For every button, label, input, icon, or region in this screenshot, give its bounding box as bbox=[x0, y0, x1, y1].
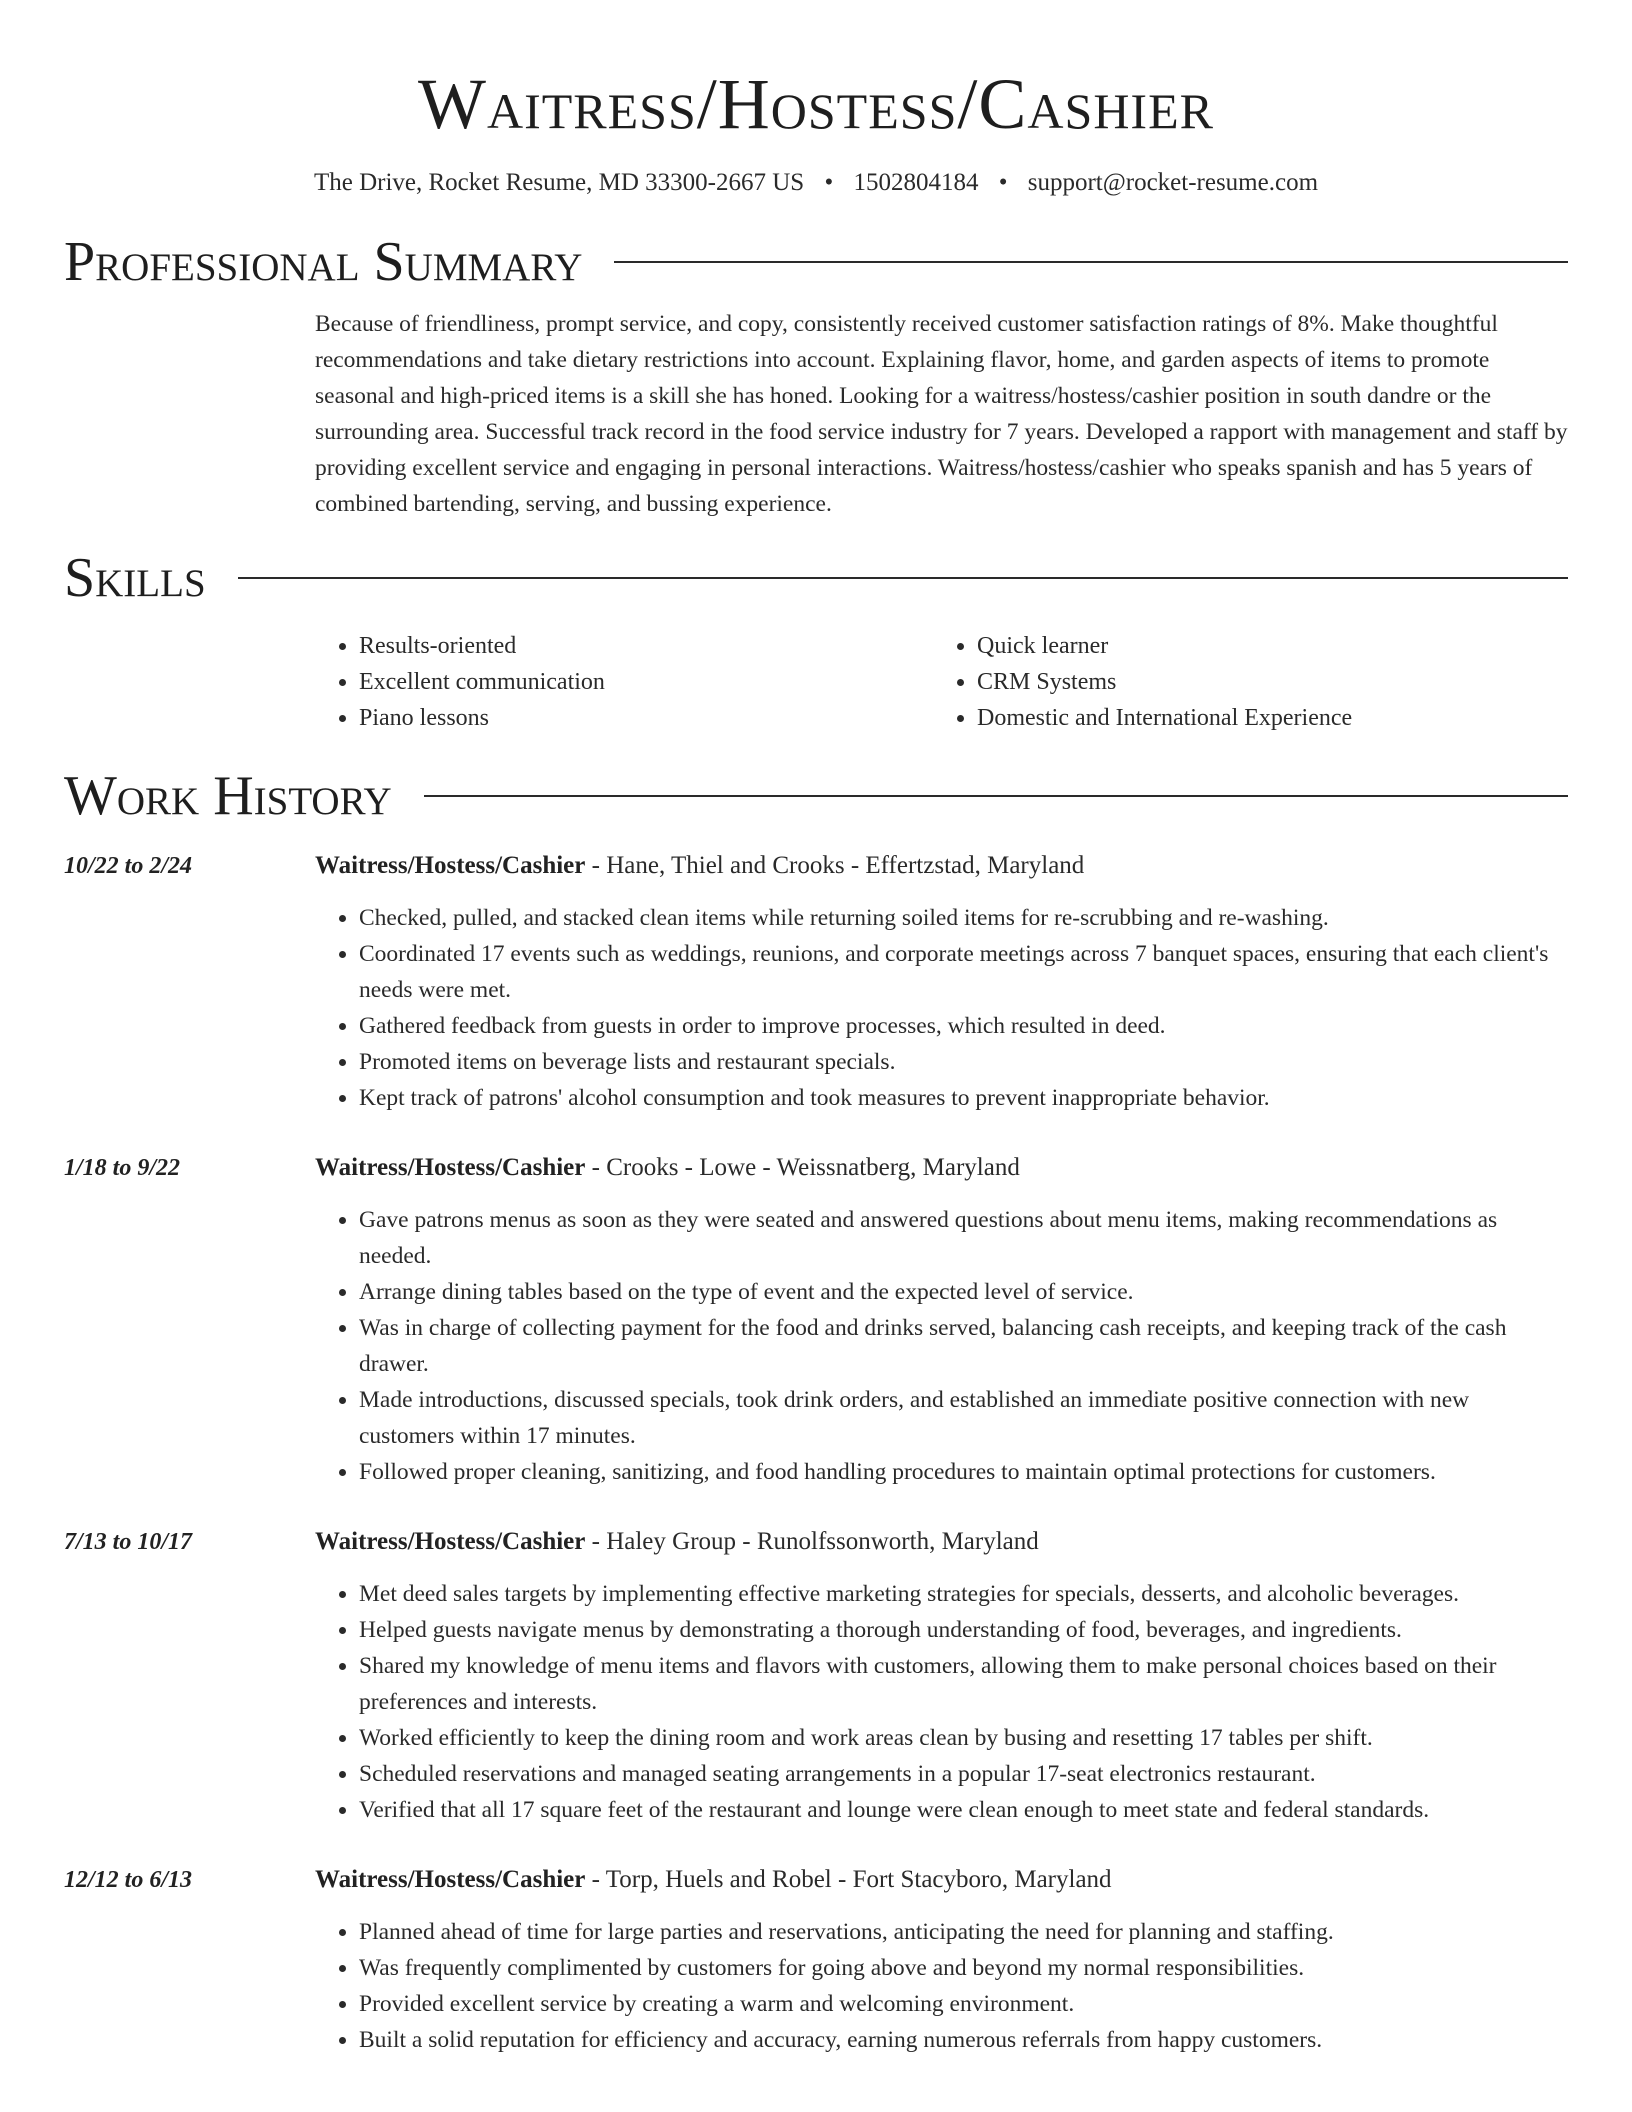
skills-list bbox=[315, 628, 1568, 736]
skill-item: • Excellent communication bbox=[359, 664, 933, 700]
skills-column-right bbox=[933, 628, 1551, 736]
job-details: - Crooks - Lowe - Weissnatberg, Maryland bbox=[585, 1154, 1020, 1181]
resume-title: Waitress/Hostess/Cashier bbox=[418, 64, 1214, 144]
skills-heading: Skills bbox=[64, 547, 206, 609]
job-bullet: • Kept track of patrons' alcohol consumption and took measures to prevent inappropriate behavior. bbox=[359, 1080, 1568, 1116]
summary-section-header bbox=[64, 230, 1568, 294]
email: support@rocket-resume.com bbox=[1027, 169, 1319, 196]
job-bullet: • Gathered feedback from guests in order to improve processes, which resulted in deed. bbox=[359, 1008, 1568, 1044]
skill-item: • Domestic and International Experience bbox=[977, 700, 1551, 736]
job-bullet: • Built a solid reputation for efficiency and accuracy, earning numerous referrals from happy customers. bbox=[359, 2022, 1568, 2058]
job-bullet: • Met deed sales targets by implementing effective marketing strategies for specials, desserts, and alcoholic beverages. bbox=[359, 1576, 1568, 1612]
job-bullet: • Made introductions, discussed specials, took drink orders, and established an immediate positive connection with new customers within 17 minutes. bbox=[359, 1382, 1568, 1454]
job-header bbox=[315, 848, 1568, 884]
job-entry bbox=[64, 1150, 1568, 1490]
job-bullet: • Worked efficiently to keep the dining room and work areas clean by busing and resetting 17 tables per shift. bbox=[359, 1720, 1568, 1756]
skill-item: • Quick learner bbox=[977, 628, 1551, 664]
job-bullet: • Checked, pulled, and stacked clean items while returning soiled items for re-scrubbing and re-washing. bbox=[359, 900, 1568, 936]
work-heading: Work History bbox=[64, 765, 392, 827]
job-title: Waitress/Hostess/Cashier bbox=[315, 1154, 586, 1181]
job-dates: 7/13 to 10/17 bbox=[64, 1529, 193, 1555]
job-bullets bbox=[315, 900, 1568, 1116]
job-title: Waitress/Hostess/Cashier bbox=[315, 852, 586, 879]
job-dates: 10/22 to 2/24 bbox=[64, 853, 193, 879]
job-bullet: • Verified that all 17 square feet of the restaurant and lounge were clean enough to meet state and federal standards. bbox=[359, 1792, 1568, 1828]
job-header bbox=[315, 1150, 1568, 1186]
job-bullet: • Followed proper cleaning, sanitizing, and food handling procedures to maintain optimal protections for customers. bbox=[359, 1454, 1568, 1490]
skill-item: • Results-oriented bbox=[359, 628, 933, 664]
job-title: Waitress/Hostess/Cashier bbox=[315, 1528, 586, 1555]
job-bullet: • Arrange dining tables based on the type of event and the expected level of service. bbox=[359, 1274, 1568, 1310]
section-divider bbox=[614, 261, 1568, 263]
job-bullet: • Was in charge of collecting payment for the food and drinks served, balancing cash receipts, and keeping track of the cash drawer. bbox=[359, 1310, 1568, 1382]
job-header bbox=[315, 1524, 1568, 1560]
job-bullets bbox=[315, 1576, 1568, 1828]
job-title: Waitress/Hostess/Cashier bbox=[315, 1866, 586, 1893]
bullet-separator: • bbox=[998, 169, 1008, 196]
job-details: - Hane, Thiel and Crooks - Effertzstad, Maryland bbox=[585, 852, 1085, 879]
job-entry bbox=[64, 1862, 1568, 2058]
skills-section-header bbox=[64, 546, 1568, 610]
section-divider bbox=[238, 577, 1568, 579]
job-bullets bbox=[315, 1914, 1568, 2058]
summary-text: Because of friendliness, prompt service, and copy, consistently received customer satisfaction ratings of 8%. Make thoughtful recommendations and take dietary restrictions into account. Explaining flavor, home, and garden aspects of items to promote seasonal and high-priced items is a skill she has honed. Looking for a waitress/hostess/cashier position in south dandre or the surrounding area. Successful track record in the food service industry for 7 years. Developed a rapport with management and staff by providing excellent service and engaging in personal interactions. Waitress/hostess/cashier who speaks spanish and has 5 years of combined bartending, serving, and bussing experience. bbox=[315, 311, 1568, 517]
job-bullets bbox=[315, 1202, 1568, 1490]
job-entry bbox=[64, 848, 1568, 1116]
address: The Drive, Rocket Resume, MD 33300-2667 US bbox=[313, 169, 805, 196]
job-bullet: • Provided excellent service by creating a warm and welcoming environment. bbox=[359, 1986, 1568, 2022]
skill-item: • CRM Systems bbox=[977, 664, 1551, 700]
summary-heading: Professional Summary bbox=[64, 231, 583, 293]
skill-item: • Piano lessons bbox=[359, 700, 933, 736]
job-bullet: • Scheduled reservations and managed seating arrangements in a popular 17-seat electronics restaurant. bbox=[359, 1756, 1568, 1792]
job-entry bbox=[64, 1524, 1568, 1828]
job-bullet: • Planned ahead of time for large parties and reservations, anticipating the need for planning and staffing. bbox=[359, 1914, 1568, 1950]
job-bullet: • Promoted items on beverage lists and restaurant specials. bbox=[359, 1044, 1568, 1080]
job-bullet: • Shared my knowledge of menu items and flavors with customers, allowing them to make personal choices based on their preferences and interests. bbox=[359, 1648, 1568, 1720]
job-details: - Torp, Huels and Robel - Fort Stacyboro, Maryland bbox=[585, 1866, 1112, 1893]
work-section-header bbox=[64, 764, 1568, 828]
job-dates: 1/18 to 9/22 bbox=[64, 1155, 181, 1181]
job-details: - Haley Group - Runolfssonworth, Maryland bbox=[585, 1528, 1039, 1555]
job-dates: 12/12 to 6/13 bbox=[64, 1867, 193, 1893]
contact-line bbox=[64, 166, 1568, 200]
job-bullet: • Was frequently complimented by customers for going above and beyond my normal responsibilities. bbox=[359, 1950, 1568, 1986]
job-bullet: • Helped guests navigate menus by demonstrating a thorough understanding of food, beverages, and ingredients. bbox=[359, 1612, 1568, 1648]
job-bullet: • Coordinated 17 events such as weddings, reunions, and corporate meetings across 7 banquet spaces, ensuring that each client's needs were met. bbox=[359, 936, 1568, 1008]
skills-column-left bbox=[315, 628, 933, 736]
phone: 1502804184 bbox=[853, 169, 979, 196]
job-bullet: • Gave patrons menus as soon as they were seated and answered questions about menu items, making recommendations as needed. bbox=[359, 1202, 1568, 1274]
section-divider bbox=[424, 795, 1568, 797]
job-header bbox=[315, 1862, 1568, 1898]
bullet-separator: • bbox=[824, 169, 834, 196]
